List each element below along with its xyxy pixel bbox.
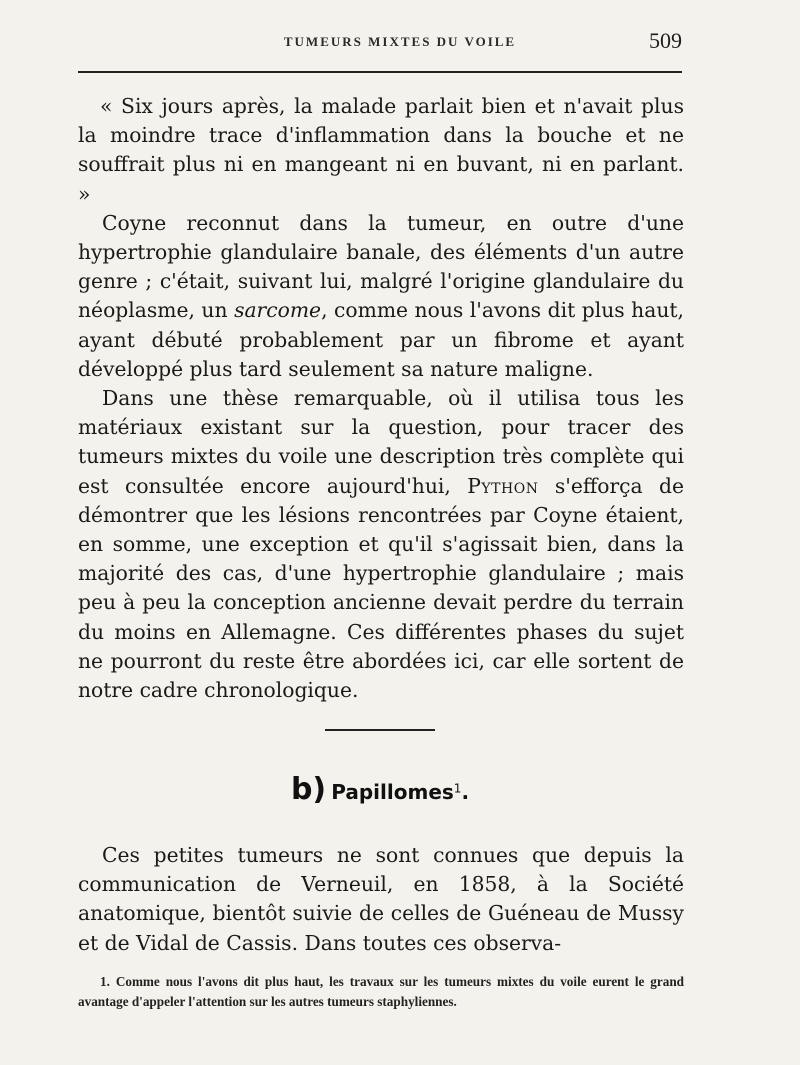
italic-term: sarcome	[234, 298, 322, 323]
section-title-period: .	[461, 780, 470, 804]
author-name: Python	[467, 473, 539, 498]
footnote-ref: 1	[453, 781, 462, 796]
section-rule	[325, 729, 435, 731]
section-title: Papillomes	[331, 780, 454, 804]
section-letter: b)	[290, 772, 327, 807]
paragraph-python-end: s'efforça de démontrer que les lésions rencontrées par Coyne étaient, en somme, une exception et qu'il s'agissait bien, dans la majorité des cas, d'une hypertrophie glandulaire ; mais peu à peu la conception ancienne devait perdre du terrain du moins en Allemagne. Ces différentes phases du sujet ne pourront du reste être abordées ici, car elle sortent de notre cadre chronologique.	[78, 473, 684, 703]
section-heading	[0, 772, 760, 807]
paragraph-papillomes: Ces petites tumeurs ne sont connues que depuis la communication de Verneuil, en 1858, à la Société anatomique, bientôt suivie de celles de Guéneau de Mussy et de Vidal de Cassis. Dans toutes ces observa-	[78, 843, 684, 955]
paragraph-python	[78, 384, 684, 705]
running-title: TUMEURS MIXTES DU VOILE	[283, 34, 517, 49]
header-rule	[78, 71, 682, 73]
footnote-text: 1. Comme nous l'avons dit plus haut, les travaux sur les tumeurs mixtes du voile eurent le grand avantage d'appeler l'attention sur les autres tumeurs staphyliennes.	[78, 974, 684, 1009]
paragraph-coyne-end: , comme nous l'avons dit plus haut, ayant débuté probablement par un fibrome et ayant développé plus tard seulement sa nature maligne.	[78, 298, 684, 381]
section-body	[78, 841, 684, 958]
footnote	[78, 972, 684, 1011]
body-text	[78, 92, 684, 705]
paragraph-python-start: Dans une thèse remarquable, où il utilisa tous les matériaux existant sur la question, pour tracer des tumeurs mixtes du voile une description très complète qui est consultée encore aujourd'hui,	[78, 386, 684, 498]
paragraph-coyne-start: Coyne reconnut dans la tumeur, en outre d'une hypertrophie glandulaire banale, des éléments d'un autre genre ; c'était, suivant lui, malgré l'origine glandulaire du néoplasme, un	[78, 210, 684, 323]
page-number: 509	[649, 28, 682, 53]
paragraph-quote: « Six jours après, la malade parlait bien et n'avait plus la moindre trace d'inflammation dans la bouche et ne souffrait plus ni en mangeant ni en buvant, ni en parlant. »	[78, 94, 684, 206]
paragraph-coyne	[78, 209, 684, 384]
